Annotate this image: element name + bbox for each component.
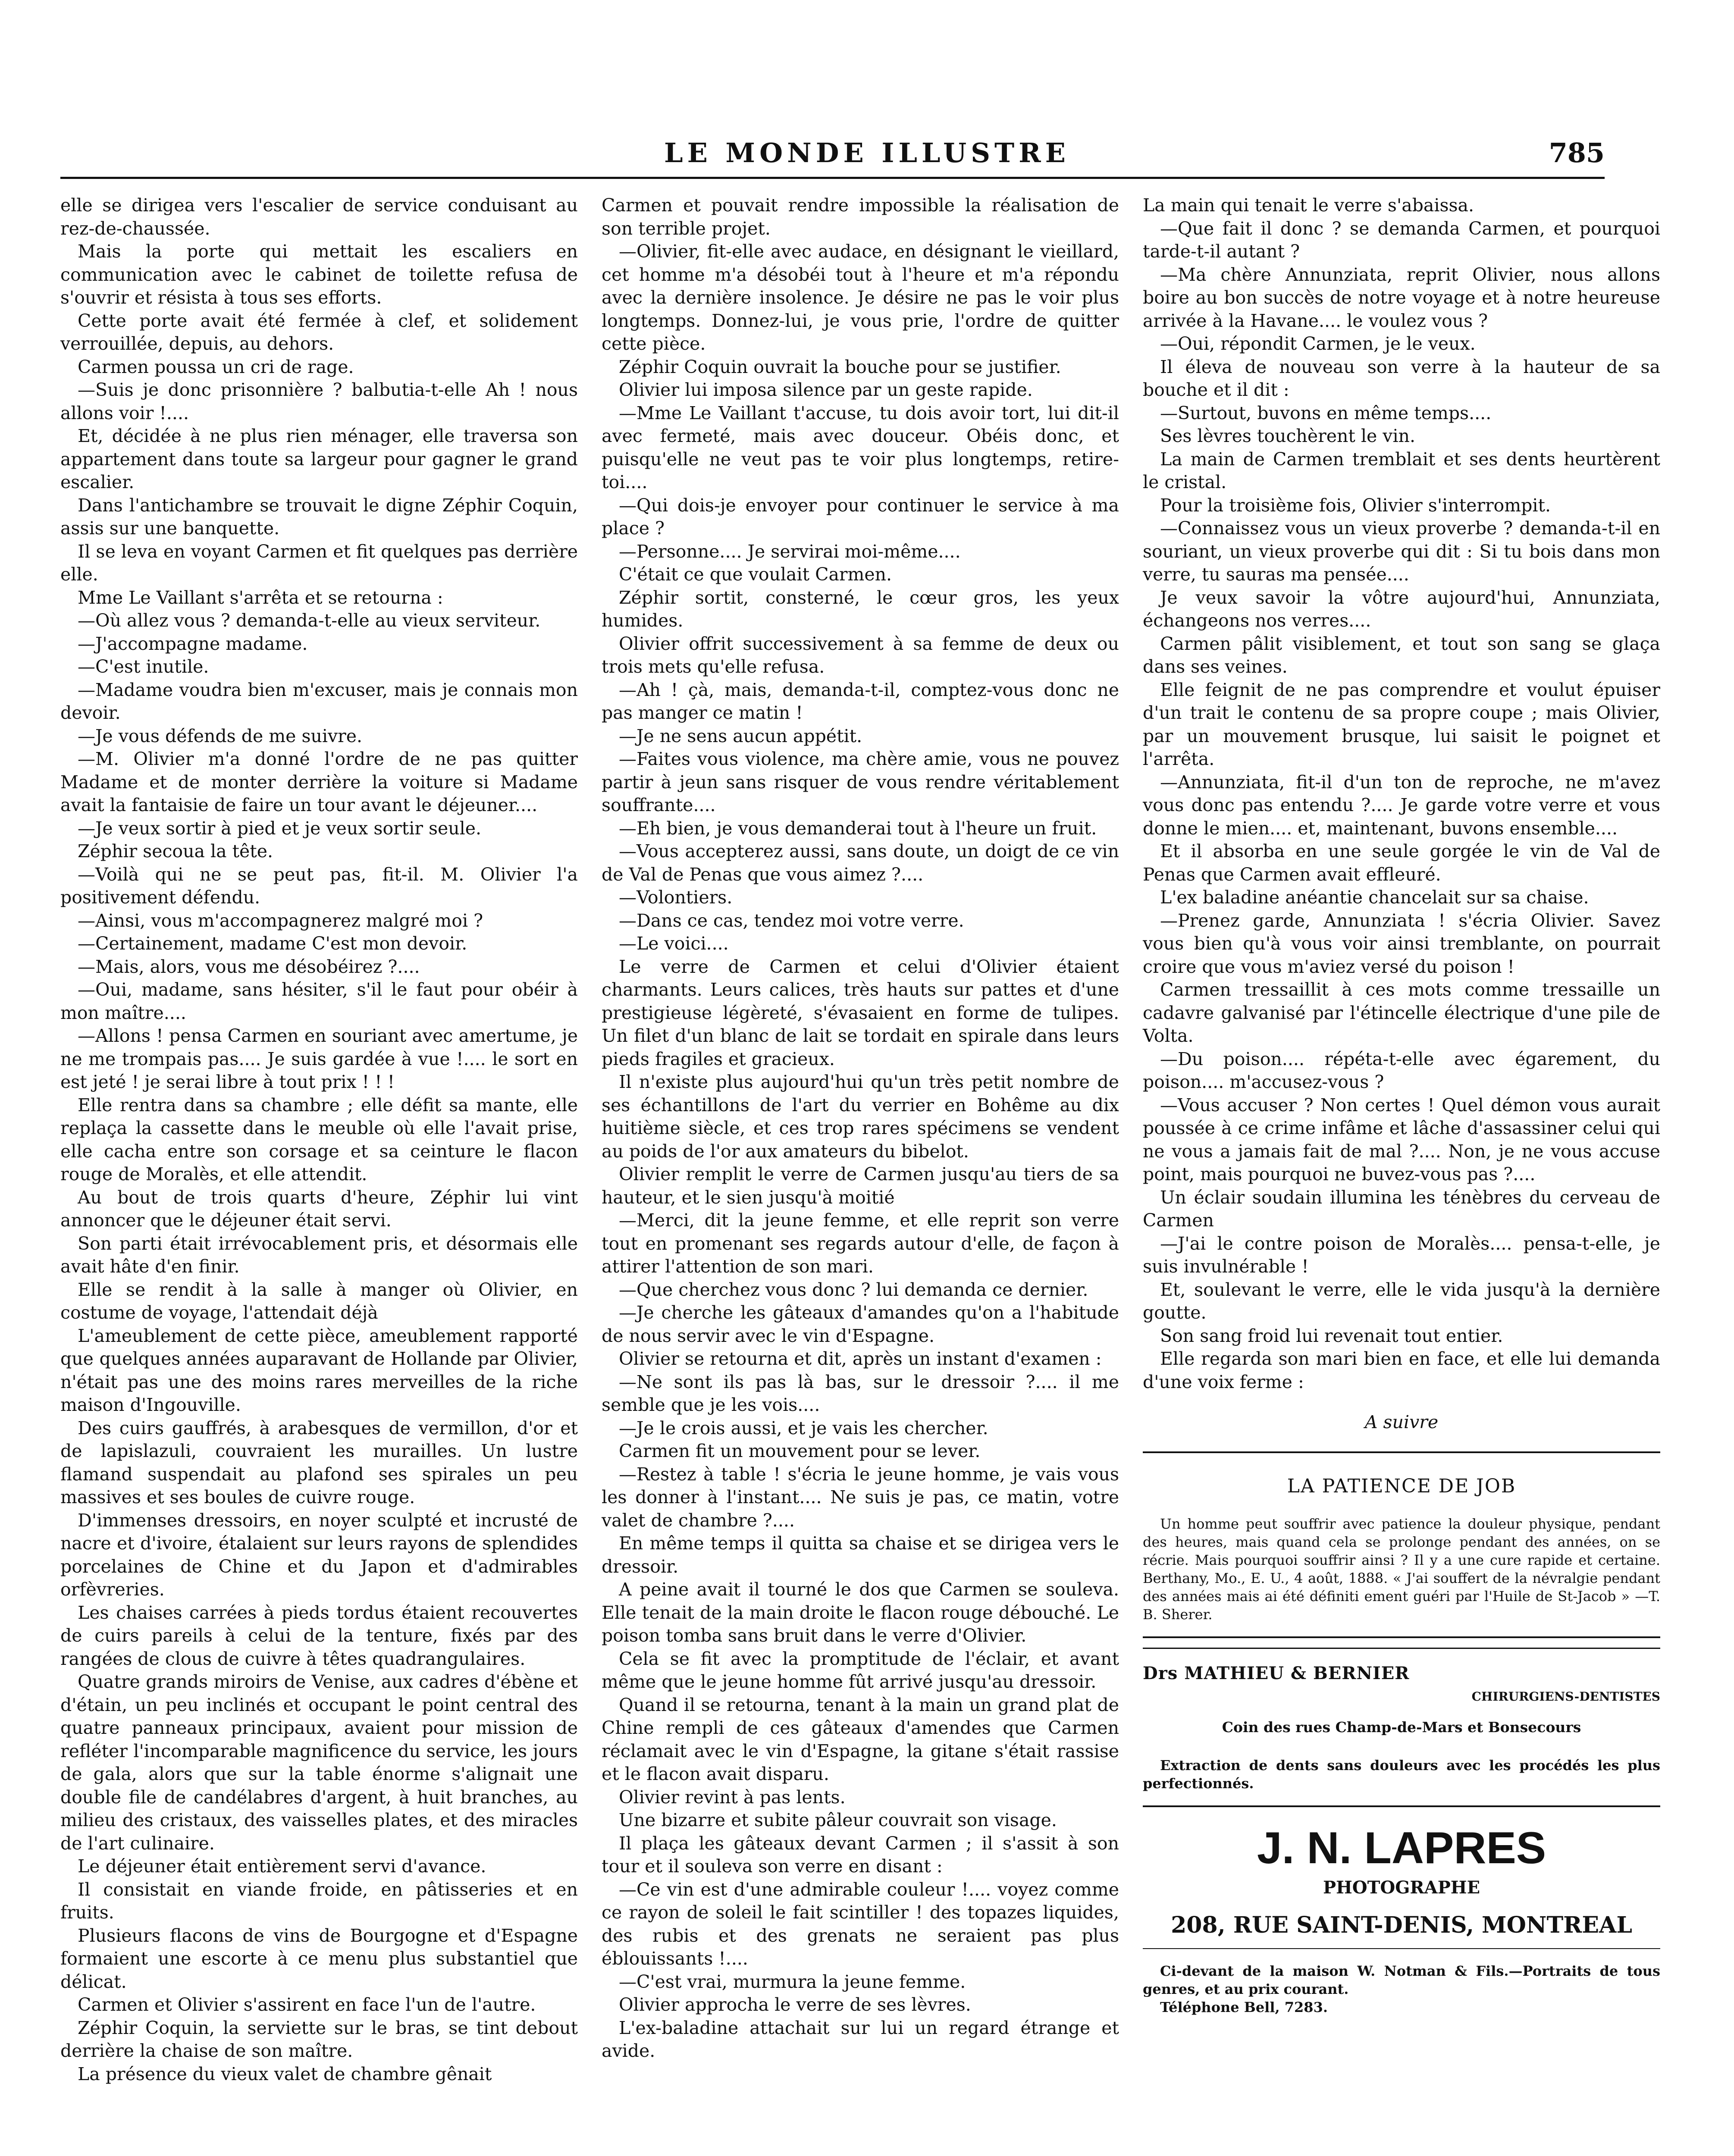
paragraph: —Ce vin est d'une admirable couleur !.... voyez comme ce rayon de soleil le fait scintiller ! des topazes liquides, des rubis et des grenats ne seraient pas plus éblouissants !.... bbox=[602, 1879, 1119, 1969]
paragraph: Des cuirs gauffrés, à arabesques de vermillon, d'or et de lapislazuli, couvraient les murailles. Un lustre flamand suspendait au plafond ses spirales un peu massives et ses boules de cuivre rouge. bbox=[60, 1417, 578, 1507]
paragraph: Mme Le Vaillant s'arrêta et se retourna : bbox=[78, 587, 443, 608]
paragraph: —Oui, répondit Carmen, je le veux. bbox=[1160, 333, 1476, 354]
paragraph: Les chaises carrées à pieds tordus étaient recouvertes de cuirs pareils à celui de la tenture, fixés par des rangées de clous de cuivre à têtes quadrangulaires. bbox=[60, 1602, 578, 1669]
paragraph: Olivier revint à pas lents. bbox=[619, 1786, 846, 1808]
paragraph: C'était ce que voulait Carmen. bbox=[619, 564, 892, 585]
paragraph: —Prenez garde, Annunziata ! s'écria Olivier. Savez vous bien qu'à vous voir ainsi tremblante, on pourrait croire que vous m'aviez versé du poison ! bbox=[1143, 910, 1660, 977]
paragraph: Son parti était irrévocablement pris, et désormais elle avait hâte d'en finir. bbox=[60, 1233, 578, 1277]
paragraph: —Le voici.... bbox=[619, 933, 729, 954]
paragraph: —Ainsi, vous m'accompagnerez malgré moi ? bbox=[78, 910, 483, 931]
paragraph: —Que cherchez vous donc ? lui demanda ce dernier. bbox=[619, 1279, 1088, 1300]
paragraph: —Du poison.... répéta-t-elle avec égarement, du poison.... m'accusez-vous ? bbox=[1143, 1048, 1660, 1092]
photographer-address: 208, RUE SAINT-DENIS, MONTREAL bbox=[1171, 1912, 1632, 1938]
paragraph: —J'ai le contre poison de Moralès.... pensa-t-elle, je suis invulnérable ! bbox=[1143, 1233, 1660, 1277]
paragraph: D'immenses dressoirs, en noyer sculpté et incrusté de nacre et d'ivoire, étalaient sur leurs rayons de splendides porcelaines de Chine et du Japon et d'admirables orfèvreries. bbox=[60, 1510, 578, 1600]
paragraph: Olivier approcha le verre de ses lèvres. bbox=[619, 1994, 971, 2015]
journal-title: LE MONDE ILLUSTRE bbox=[664, 137, 1070, 169]
paragraph: Olivier remplit le verre de Carmen jusqu'au tiers de sa hauteur, et le sien jusqu'à moitié bbox=[602, 1164, 1119, 1208]
column-1 bbox=[60, 194, 578, 2086]
paragraph: Olivier lui imposa silence par un geste rapide. bbox=[619, 379, 1033, 400]
paragraph: —Madame voudra bien m'excuser, mais je connais mon devoir. bbox=[60, 679, 578, 723]
paragraph: —Je cherche les gâteaux d'amandes qu'on a l'habitude de nous servir avec le vin d'Espagne. bbox=[602, 1302, 1119, 1346]
photographer-ad bbox=[1143, 1820, 1660, 2016]
ad-divider bbox=[1143, 1636, 1660, 1638]
paragraph: Carmen pâlit visiblement, et tout son sang se glaça dans ses veines. bbox=[1143, 633, 1660, 677]
dentist-address: Coin des rues Champ-de-Mars et Bonsecours bbox=[1222, 1719, 1581, 1736]
a-suivre: A suivre bbox=[1364, 1412, 1439, 1432]
paragraph: Pour la troisième fois, Olivier s'interrompit. bbox=[1160, 495, 1551, 516]
paragraph: —Voilà qui ne se peut pas, fit-il. M. Olivier l'a positivement défendu. bbox=[60, 864, 578, 908]
paragraph: —Ne sont ils pas là bas, sur le dressoir ?.... il me semble que je les vois.... bbox=[602, 1371, 1119, 1415]
ad-divider-3 bbox=[1143, 1805, 1660, 1807]
paragraph: L'ameublement de cette pièce, ameublement rapporté que quelques années auparavant de Hollande par Olivier, n'était pas une des moins rares merveilles de la riche maison d'Ingouville. bbox=[60, 1325, 578, 1415]
paragraph: Un éclair soudain illumina les ténèbres du cerveau de Carmen bbox=[1143, 1187, 1660, 1231]
paragraph: Et il absorba en une seule gorgée le vin de Val de Penas que Carmen avait effleuré. bbox=[1143, 841, 1660, 885]
paragraph: —Je vous défends de me suivre. bbox=[78, 725, 363, 746]
photographer-role: PHOTOGRAPHE bbox=[1323, 1877, 1480, 1898]
paragraph: Zéphir Coquin, la serviette sur le bras, se tint debout derrière la chaise de son maître. bbox=[60, 2017, 578, 2061]
paragraph: Elle feignit de ne pas comprendre et voulut épuiser d'un trait le contenu de sa propre coupe ; mais Olivier, par un mouvement brusque, lui saisit le poignet et l'arrêta. bbox=[1143, 679, 1660, 769]
paragraph: L'ex-baladine attachait sur lui un regard étrange et avide. bbox=[602, 2017, 1119, 2061]
paragraph: Une bizarre et subite pâleur couvrait son visage. bbox=[619, 1810, 1057, 1830]
paragraph: Cela se fit avec la promptitude de l'éclair, et avant même que le jeune homme fût arrivé jusqu'au dressoir. bbox=[602, 1648, 1119, 1692]
paragraph: Il consistait en viande froide, en pâtisseries et en fruits. bbox=[60, 1879, 578, 1923]
page-number: 785 bbox=[1549, 137, 1605, 169]
paragraph: —Où allez vous ? demanda-t-elle au vieux serviteur. bbox=[78, 610, 541, 631]
paragraph: —Connaissez vous un vieux proverbe ? demanda-t-il en souriant, un vieux proverbe qui dit : Si tu bois dans mon verre, tu sauras ma pensée.... bbox=[1143, 518, 1660, 585]
paragraph: Le verre de Carmen et celui d'Olivier étaient charmants. Leurs calices, très hauts sur pattes et d'une prestigieuse légèreté, s'évasaient en forme de tulipes. Un filet d'un blanc de lait se tordait en spirale dans leurs pieds fragiles et gracieux. bbox=[602, 956, 1119, 1069]
paragraph: —Volontiers. bbox=[619, 887, 733, 908]
dentist-role: CHIRURGIENS-DENTISTES bbox=[1471, 1689, 1660, 1704]
paragraph: L'ex baladine anéantie chancelait sur sa chaise. bbox=[1160, 887, 1589, 908]
paragraph: Le déjeuner était entièrement servi d'avance. bbox=[78, 1856, 486, 1877]
column-3 bbox=[1143, 194, 1660, 2016]
paragraph: A peine avait il tourné le dos que Carmen se souleva. Elle tenait de la main droite le flacon rouge débouché. Le poison tomba sans bruit dans le verre d'Olivier. bbox=[602, 1579, 1119, 1646]
photographer-phone: Téléphone Bell, 7283. bbox=[1160, 1999, 1328, 2015]
paragraph: Carmen tressaillit à ces mots comme tressaille un cadavre galvanisé par l'étincelle électrique d'une pile de Volta. bbox=[1143, 979, 1660, 1046]
paragraph: —Eh bien, je vous demanderai tout à l'heure un fruit. bbox=[619, 818, 1097, 839]
paragraph: —Qui dois-je envoyer pour continuer le service à ma place ? bbox=[602, 495, 1119, 539]
paragraph: Cette porte avait été fermée à clef, et solidement verrouillée, depuis, au dehors. bbox=[60, 310, 578, 354]
paragraph: Quatre grands miroirs de Venise, aux cadres d'ébène et d'étain, un peu inclinés et occupant le point central des quatre panneaux principaux, avaient pour mission de refléter l'incomparable magnificence du service, les jours de gala, alors que sur la table énorme s'alignait une double file de candélabres d'argent, à huit branches, au milieu des cristaux, des vaisselles plates, et des miracles de l'art culinaire. bbox=[60, 1671, 578, 1854]
paragraph: Et, décidée à ne plus rien ménager, elle traversa son appartement dans toute sa largeur pour gagner le grand escalier. bbox=[60, 426, 578, 492]
paragraph: Zéphir sortit, consterné, le cœur gros, les yeux humides. bbox=[602, 587, 1119, 631]
paragraph: La main de Carmen tremblait et ses dents heurtèrent le cristal. bbox=[1143, 448, 1660, 492]
paragraph: Son sang froid lui revenait tout entier. bbox=[1160, 1325, 1503, 1346]
paragraph: Je veux savoir la vôtre aujourd'hui, Annunziata, échangeons nos verres.... bbox=[1143, 587, 1660, 631]
paragraph: Elle rentra dans sa chambre ; elle défit sa mante, elle replaça la cassette dans le meuble où elle l'avait prise, elle cacha entre son corsage et sa ceinture le flacon rouge de Moralès, et elle attendit. bbox=[60, 1094, 578, 1185]
paragraph: Carmen fit un mouvement pour se lever. bbox=[619, 1441, 981, 1461]
patience-title: LA PATIENCE DE JOB bbox=[1287, 1475, 1516, 1497]
paragraph: Il éleva de nouveau son verre à la hauteur de sa bouche et il dit : bbox=[1143, 356, 1660, 400]
paragraph: —Que fait il donc ? se demanda Carmen, et pourquoi tarde-t-il autant ? bbox=[1143, 218, 1660, 262]
paragraph: Ses lèvres touchèrent le vin. bbox=[1160, 426, 1415, 446]
paragraph: —M. Olivier m'a donné l'ordre de ne pas quitter Madame et de monter derrière la voiture si Madame avait la fantaisie de faire un tour avant le déjeuner.... bbox=[60, 749, 578, 815]
paragraph: Il se leva en voyant Carmen et fit quelques pas derrière elle. bbox=[60, 541, 578, 585]
paragraph: Zéphir Coquin ouvrait la bouche pour se justifier. bbox=[619, 356, 1061, 377]
paragraph: —J'accompagne madame. bbox=[78, 633, 308, 654]
paragraph: —Suis je donc prisonnière ? balbutia-t-elle Ah ! nous allons voir !.... bbox=[60, 379, 578, 423]
paragraph: —Restez à table ! s'écria le jeune homme, je vais vous les donner à l'instant.... Ne suis je pas, ce matin, votre valet de chambre ?.... bbox=[602, 1463, 1119, 1531]
paragraph: —Ma chère Annunziata, reprit Olivier, nous allons boire au bon succès de notre voyage et à notre heureuse arrivée à la Havane.... le voulez vous ? bbox=[1143, 264, 1660, 331]
page-header bbox=[60, 137, 1605, 172]
paragraph: Et, soulevant le verre, elle le vida jusqu'à la dernière goutte. bbox=[1143, 1279, 1660, 1323]
paragraph: Mais la porte qui mettait les escaliers en communication avec le cabinet de toilette refusa de s'ouvrir et résista à tous ses efforts. bbox=[60, 241, 578, 308]
dentist-text: Extraction de dents sans douleurs avec les procédés les plus perfectionnés. bbox=[1143, 1757, 1660, 1792]
paragraph: —Dans ce cas, tendez moi votre verre. bbox=[619, 910, 964, 931]
paragraph: La présence du vieux valet de chambre gênait bbox=[78, 2063, 492, 2084]
paragraph: —Je ne sens aucun appétit. bbox=[619, 725, 862, 746]
paragraph: —Oui, madame, sans hésiter, s'il le faut pour obéir à mon maître.... bbox=[60, 979, 578, 1023]
ad-divider-2 bbox=[1143, 1648, 1660, 1649]
paragraph: Plusieurs flacons de vins de Bourgogne et d'Espagne formaient une escorte à ce menu plus substantiel que délicat. bbox=[60, 1925, 578, 1992]
paragraph: Elle se rendit à la salle à manger où Olivier, en costume de voyage, l'attendait déjà bbox=[60, 1279, 578, 1323]
paragraph: —C'est inutile. bbox=[78, 656, 209, 677]
paragraph: —Personne.... Je servirai moi-même.... bbox=[619, 541, 961, 562]
paragraph: —Surtout, buvons en même temps.... bbox=[1160, 402, 1492, 423]
section-divider bbox=[1143, 1451, 1660, 1453]
paragraph: —Faites vous violence, ma chère amie, vous ne pouvez partir à jeun sans risquer de vous rendre véritablement souffrante.... bbox=[602, 749, 1119, 815]
paragraph: Au bout de trois quarts d'heure, Zéphir lui vint annoncer que le déjeuner était servi. bbox=[60, 1187, 578, 1231]
dentist-name: Drs MATHIEU & BERNIER bbox=[1143, 1663, 1410, 1683]
paragraph: Olivier se retourna et dit, après un instant d'examen : bbox=[619, 1348, 1102, 1369]
paragraph: —Vous accepterez aussi, sans doute, un doigt de ce vin de Val de Penas que vous aimez ?.... bbox=[602, 841, 1119, 885]
paragraph: Il n'existe plus aujourd'hui qu'un très petit nombre de ses échantillons de l'art du verrier en Bohême au dix huitième siècle, et ces trop rares spécimens se vendent au poids de l'or aux amateurs du bibelot. bbox=[602, 1072, 1119, 1162]
paragraph: —Mme Le Vaillant t'accuse, tu dois avoir tort, lui dit-il avec fermeté, mais avec douceur. Obéis donc, et puisqu'elle ne veut pas te voir plus longtemps, retire-toi.... bbox=[602, 402, 1119, 492]
paragraph: Zéphir secoua la tête. bbox=[78, 841, 273, 862]
paragraph: elle se dirigea vers l'escalier de service conduisant au rez-de-chaussée. bbox=[60, 195, 578, 239]
paragraph: Olivier offrit successivement à sa femme de deux ou trois mets qu'elle refusa. bbox=[602, 633, 1119, 677]
paragraph: Dans l'antichambre se trouvait le digne Zéphir Coquin, assis sur une banquette. bbox=[60, 495, 578, 539]
paragraph: La main qui tenait le verre s'abaissa. bbox=[1143, 195, 1474, 216]
paragraph: —Merci, dit la jeune femme, et elle reprit son verre tout en promenant ses regards autour d'elle, de façon à attirer l'attention de son mari. bbox=[602, 1210, 1119, 1277]
column-3-story bbox=[1143, 194, 1660, 1394]
paragraph: —Je veux sortir à pied et je veux sortir seule. bbox=[78, 818, 482, 839]
paragraph: —Mais, alors, vous me désobéirez ?.... bbox=[78, 956, 420, 977]
paragraph: Carmen poussa un cri de rage. bbox=[78, 356, 354, 377]
photographer-name: J. N. LAPRES bbox=[1257, 1823, 1546, 1873]
paragraph: En même temps il quitta sa chaise et se dirigea vers le dressoir. bbox=[602, 1533, 1119, 1577]
paragraph: Carmen et pouvait rendre impossible la réalisation de son terrible projet. bbox=[602, 195, 1119, 239]
paragraph: Elle regarda son mari bien en face, et elle lui demanda d'une voix ferme : bbox=[1143, 1348, 1660, 1392]
paragraph: —C'est vrai, murmura la jeune femme. bbox=[619, 1971, 966, 1992]
patience-text: Un homme peut souffrir avec patience la douleur physique, pendant des heures, mais quand cela se prolonge pendant des années, on se récrie. Mais pourquoi souffrir ainsi ? Il y a une cure rapide et certaine. Berthany, Mo., E. U., 4 août, 1888. « J'ai souffert de la névralgie pendant des années mais ai été définiti ement guéri par l'Huile de St-Jacob » —T. B. Sherer. bbox=[1143, 1516, 1660, 1623]
paragraph: —Certainement, madame C'est mon devoir. bbox=[78, 933, 467, 954]
header-rule bbox=[60, 177, 1605, 179]
paragraph: Il plaça les gâteaux devant Carmen ; il s'assit à son tour et il souleva son verre en disant : bbox=[602, 1833, 1119, 1877]
paragraph: —Allons ! pensa Carmen en souriant avec amertume, je ne me trompais pas.... Je suis gardée à vue !.... le sort en est jeté ! je serai libre à tout prix ! ! ! bbox=[60, 1025, 578, 1092]
paragraph: Quand il se retourna, tenant à la main un grand plat de Chine rempli de ces gâteaux d'amendes que Carmen réclamait avec le vin d'Espagne, la gitane s'était rassise et le flacon avait disparu. bbox=[602, 1694, 1119, 1784]
column-2 bbox=[602, 194, 1119, 2063]
dentist-ad bbox=[1143, 1662, 1660, 1792]
paragraph: —Je le crois aussi, et je vais les chercher. bbox=[619, 1417, 988, 1438]
photographer-text: Ci-devant de la maison W. Notman & Fils.—Portraits de tous genres, et au prix courant. bbox=[1143, 1962, 1660, 1997]
photographer-rule bbox=[1143, 1948, 1660, 1949]
paragraph: —Olivier, fit-elle avec audace, en désignant le vieillard, cet homme m'a désobéi tout à l'heure et m'a répondu avec la dernière insolence. Je désire ne pas le voir plus longtemps. Donnez-lui, je vous prie, l'ordre de quitter cette pièce. bbox=[602, 241, 1119, 354]
paragraph: Carmen et Olivier s'assirent en face l'un de l'autre. bbox=[78, 1994, 536, 2015]
paragraph: —Ah ! çà, mais, demanda-t-il, comptez-vous donc ne pas manger ce matin ! bbox=[602, 679, 1119, 723]
paragraph: —Vous accuser ? Non certes ! Quel démon vous aurait poussée à ce crime infâme et lâche d'assassiner celui qui ne vous a jamais fait de mal ?.... Non, je ne vous accuse point, mais pourquoi ne buvez-vous pas ?.... bbox=[1143, 1094, 1660, 1185]
paragraph: —Annunziata, fit-il d'un ton de reproche, ne m'avez vous donc pas entendu ?.... Je garde votre verre et vous donne le mien.... et, maintenant, buvons ensemble.... bbox=[1143, 771, 1660, 839]
